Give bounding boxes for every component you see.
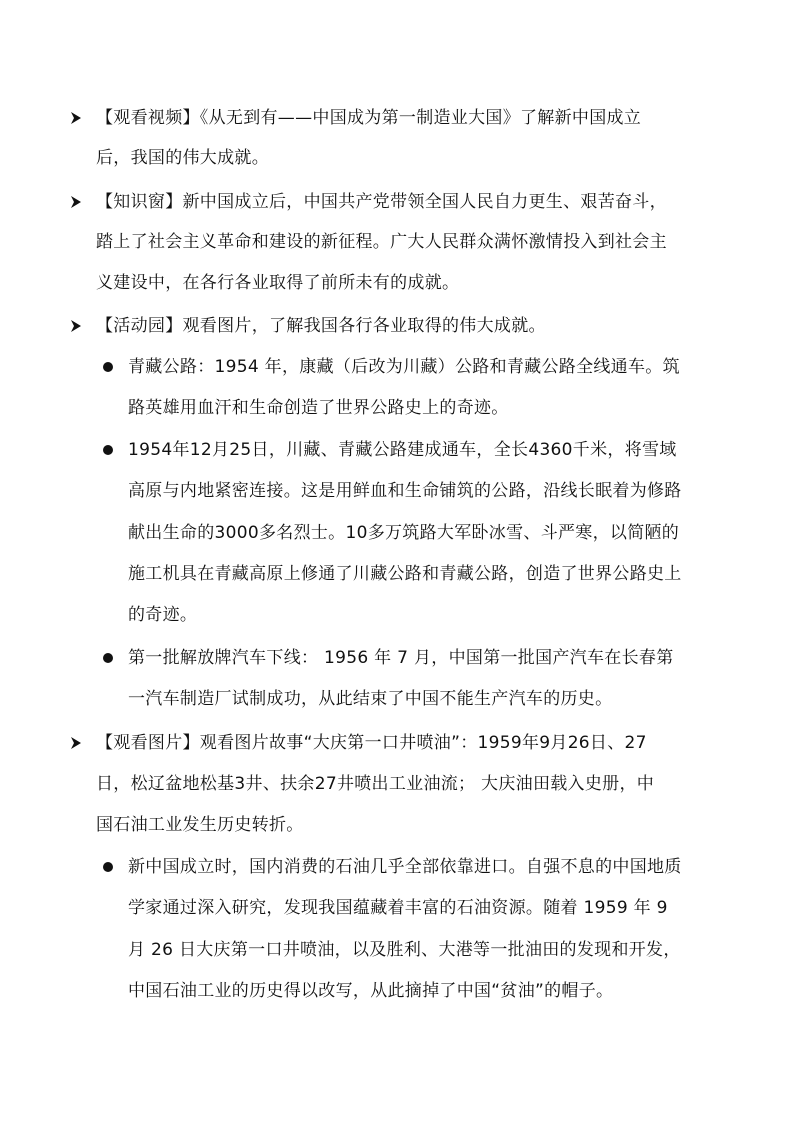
text-line: 日，松辽盆地松基3井、扶余27井喷出工业油流； 大庆油田载入史册，中 [96,774,655,794]
text-line: 学家通过深入研究，发现我国蕴藏着丰富的石油资源。随着 1959 年 9 [128,898,668,918]
arrow-bullet-icon [70,736,82,750]
text-line: 国石油工业发生历史转折。 [96,815,304,835]
text-line: 1954年12月25日，川藏、青藏公路建成通车，全长4360千米，将雪域 [128,440,677,460]
text-line: 义建设中，在各行各业取得了前所未有的成就。 [96,273,460,293]
text-line: 踏上了社会主义革命和建设的新征程。广大人民群众满怀激情投入到社会主 [96,232,667,252]
text-line: 高原与内地紧密连接。这是用鲜血和生命铺筑的公路，沿线长眠着为修路 [128,481,682,501]
arrow-bullet-icon [70,319,82,333]
text-line: 一汽车制造厂试制成功，从此结束了中国不能生产汽车的历史。 [128,689,613,709]
round-bullet-icon [103,362,113,372]
text-line: 第一批解放牌汽车下线： 1956 年 7 月，中国第一批国产汽车在长春第 [128,648,674,668]
round-bullet-icon [103,653,113,663]
text-line: 【活动园】观看图片，了解我国各行各业取得的伟大成就。 [96,316,546,336]
text-line: 新中国成立时，国内消费的石油几乎全部依靠进口。自强不息的中国地质 [128,857,682,877]
text-line: 后，我国的伟大成就。 [96,148,269,168]
text-line: 【观看视频】《从无到有——中国成为第一制造业大国》了解新中国成立 [96,108,642,128]
round-bullet-icon [103,445,113,455]
text-line: 施工机具在青藏高原上修通了川藏公路和青藏公路，创造了世界公路史上 [128,564,682,584]
text-line: 【观看图片】观看图片故事“大庆第一口井喷油”：1959年9月26日、27 [96,733,647,753]
text-line: 月 26 日大庆第一口井喷油，以及胜利、大港等一批油田的发现和开发， [128,940,681,960]
text-line: 【知识窗】新中国成立后，中国共产党带领全国人民自力更生、艰苦奋斗， [96,192,667,212]
text-line: 中国石油工业的历史得以改写，从此摘掉了中国“贫油”的帽子。 [128,981,614,1001]
text-line: 青藏公路：1954 年，康藏（后改为川藏）公路和青藏公路全线通车。筑 [128,357,680,377]
text-line: 献出生命的3000多名烈士。10多万筑路大军卧冰雪、斗严寒，以简陋的 [128,523,680,543]
text-line: 的奇迹。 [128,605,198,625]
arrow-bullet-icon [70,195,82,209]
round-bullet-icon [103,862,113,872]
arrow-bullet-icon [70,111,82,125]
text-line: 路英雄用血汗和生命创造了世界公路史上的奇迹。 [128,398,509,418]
